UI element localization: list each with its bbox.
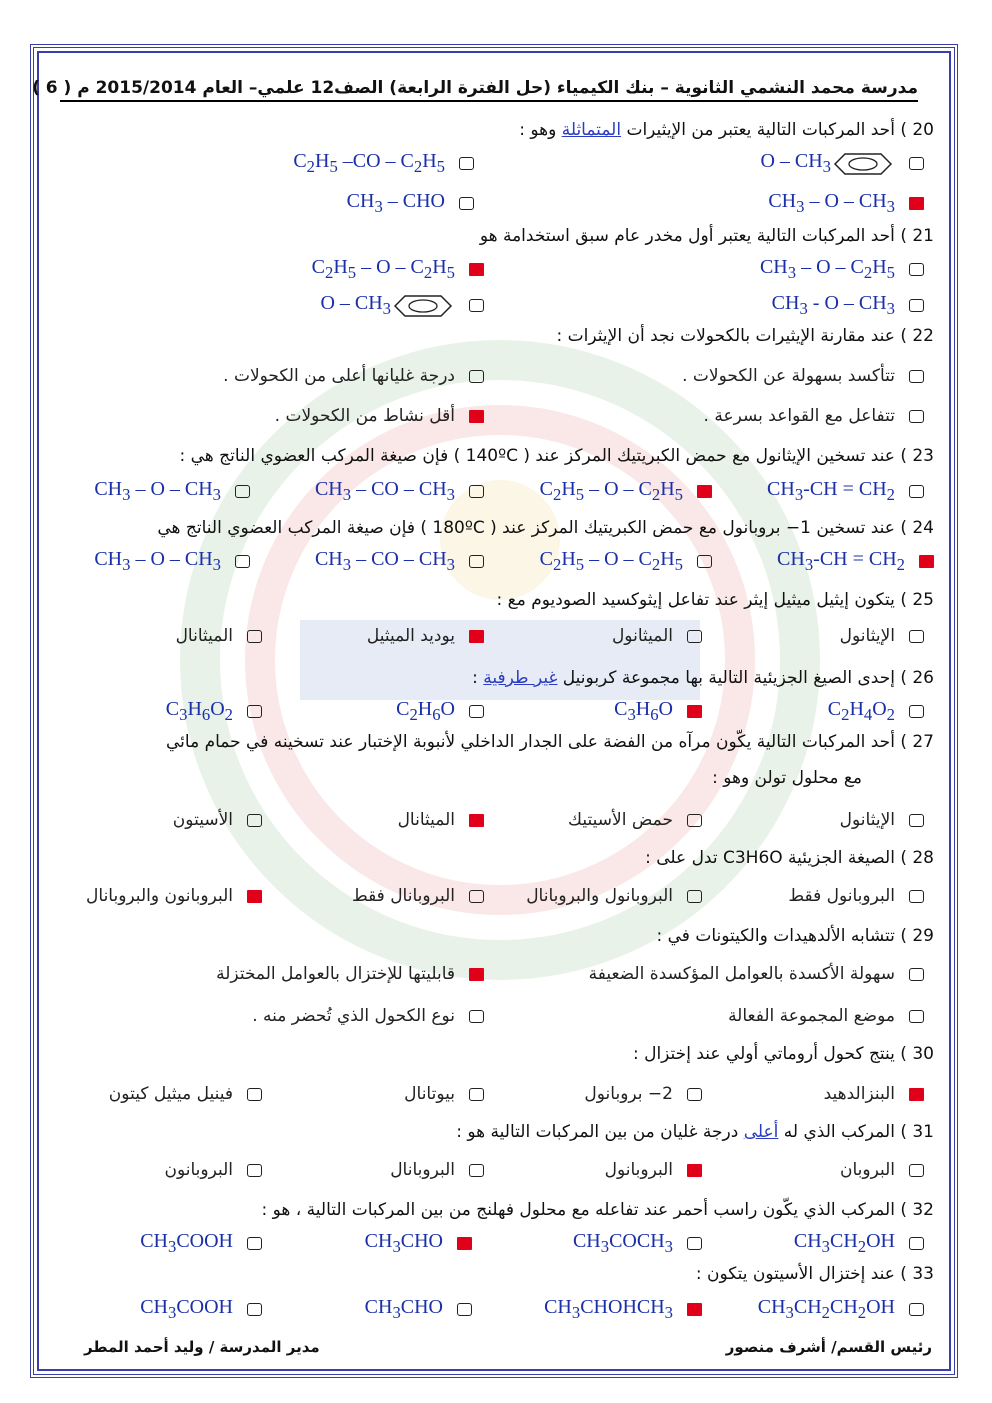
checkbox[interactable] [687, 814, 702, 827]
question-20: 20 ) أحد المركبات التالية يعتبر من الإيثيرات المتماثلة وهو : [519, 120, 934, 140]
checkbox[interactable] [469, 1010, 484, 1023]
option-33-4[interactable]: $CH_3COOH$ [140, 1296, 262, 1323]
option-25-3[interactable]: يوديد الميثيل [367, 626, 484, 646]
checkbox[interactable] [697, 555, 712, 568]
checkbox[interactable] [909, 814, 924, 827]
checkbox[interactable] [909, 1010, 924, 1023]
option-28-4[interactable]: البروبانون والبروبانال [86, 886, 262, 906]
question-28: 28 ) الصيغة الجزيئية C3H6O تدل على : [645, 848, 934, 868]
question-27-line2: مع محلول تولن وهو : [712, 768, 862, 788]
checkbox[interactable] [459, 157, 474, 170]
checkbox-checked[interactable] [909, 197, 924, 210]
option-26-1[interactable]: $C_2H_4O_2$ [828, 698, 924, 725]
option-20-1[interactable]: O – $CH_3$ [760, 150, 924, 177]
option-26-4[interactable]: $C_3H_6O_2$ [166, 698, 262, 725]
checkbox[interactable] [909, 410, 924, 423]
option-30-3[interactable]: بيوتانال [404, 1084, 484, 1104]
option-29-2[interactable]: قابليتها للإختزال بالعوامل المختزلة [216, 964, 484, 984]
option-21-3[interactable]: $CH_3$ - O – $CH_3$ [772, 292, 924, 319]
option-29-3[interactable]: موضع المجموعة الفعالة [728, 1006, 924, 1026]
option-20-2[interactable]: $C_2H_5$ $-CO - C_2H_5$ [293, 150, 474, 177]
option-23-1[interactable]: $CH_3-CH = CH_2$ [767, 478, 924, 505]
checkbox-checked[interactable] [469, 263, 484, 276]
option-33-3[interactable]: $CH_3CHO$ [365, 1296, 472, 1323]
option-31-3[interactable]: البروبانال [390, 1160, 484, 1180]
checkbox[interactable] [469, 555, 484, 568]
option-29-1[interactable]: سهولة الأكسدة بالعوامل المؤكسدة الضعيفة [589, 964, 924, 984]
checkbox[interactable] [247, 1164, 262, 1177]
checkbox[interactable] [909, 1303, 924, 1316]
option-24-1[interactable]: $CH_3-CH = CH_2$ [777, 548, 934, 575]
option-28-2[interactable]: البروبانول والبروبانال [526, 886, 702, 906]
footer-head-of-department: رئيس القسم/ أشرف منصور [725, 1338, 932, 1356]
checkbox[interactable] [247, 814, 262, 827]
option-29-4[interactable]: نوع الكحول الذي تُحضر منه . [252, 1006, 484, 1026]
option-23-3[interactable]: $CH_3$ – CO – $CH_3$ [315, 478, 484, 505]
checkbox-checked[interactable] [909, 1088, 924, 1101]
checkbox[interactable] [909, 485, 924, 498]
checkbox[interactable] [469, 370, 484, 383]
option-30-4[interactable]: فينيل ميثيل كيتون [109, 1084, 262, 1104]
checkbox[interactable] [909, 1164, 924, 1177]
question-25: 25 ) يتكون إيثيل ميثيل إيثر عند تفاعل إيثوكسيد الصوديوم مع : [496, 590, 934, 610]
benzene-ring-icon [831, 152, 895, 176]
option-32-4[interactable]: $CH_3COOH$ [140, 1230, 262, 1257]
option-24-2[interactable]: $C_2H_5$ – O – $C_2H_5$ [540, 548, 712, 575]
option-25-4[interactable]: الميثانال [176, 626, 262, 646]
checkbox-checked[interactable] [697, 485, 712, 498]
checkbox[interactable] [909, 890, 924, 903]
checkbox-checked[interactable] [469, 410, 484, 423]
question-29: 29 ) تتشابه الألدهيدات والكيتونات في : [656, 926, 934, 946]
checkbox[interactable] [469, 299, 484, 312]
option-32-1[interactable]: $CH_3CH_2OH$ [794, 1230, 924, 1257]
checkbox[interactable] [909, 968, 924, 981]
option-33-2[interactable]: $CH_3CHOHCH_3$ [544, 1296, 702, 1323]
checkbox[interactable] [469, 485, 484, 498]
option-32-2[interactable]: $CH_3COCH_3$ [573, 1230, 702, 1257]
question-26: 26 ) إحدى الصيغ الجزيئية التالية بها مجموعة كربونيل غير طرفية : [472, 668, 934, 688]
checkbox[interactable] [235, 555, 250, 568]
checkbox-checked[interactable] [687, 1303, 702, 1316]
option-31-4[interactable]: البروبانون [164, 1160, 262, 1180]
checkbox[interactable] [247, 1237, 262, 1250]
question-33: 33 ) عند إختزال الأسيتون يتكون : [695, 1264, 934, 1284]
checkbox[interactable] [247, 705, 262, 718]
footer-school-principal: مدير المدرسة / وليد أحمد المطر [84, 1338, 320, 1356]
checkbox[interactable] [247, 1303, 262, 1316]
option-31-2[interactable]: البروبانول [605, 1160, 702, 1180]
checkbox[interactable] [687, 630, 702, 643]
checkbox[interactable] [909, 299, 924, 312]
question-22: 22 ) عند مقارنة الإيثيرات بالكحولات نجد أن الإيثرات : [556, 326, 934, 346]
option-27-3[interactable]: الميثانال [398, 810, 484, 830]
question-21: 21 ) أحد المركبات التالية يعتبر أول مخدر عام سبق استخدامة هو [479, 226, 934, 246]
checkbox[interactable] [909, 263, 924, 276]
checkbox-checked[interactable] [457, 1237, 472, 1250]
checkbox-checked[interactable] [469, 630, 484, 643]
checkbox[interactable] [469, 1164, 484, 1177]
option-22-2[interactable]: درجة غليانها أعلى من الكحولات . [223, 366, 484, 386]
checkbox[interactable] [909, 370, 924, 383]
checkbox[interactable] [909, 157, 924, 170]
checkbox-checked[interactable] [687, 1164, 702, 1177]
option-28-3[interactable]: البروبانال فقط [352, 886, 484, 906]
option-24-3[interactable]: $CH_3$ – CO – $CH_3$ [315, 548, 484, 575]
option-25-2[interactable]: الميثانول [612, 626, 702, 646]
option-26-3[interactable]: $C_2H_6O$ [396, 698, 484, 725]
option-26-2[interactable]: $C_3H_6O$ [614, 698, 702, 725]
checkbox-checked[interactable] [469, 968, 484, 981]
option-21-1[interactable]: $CH_3$ – O – $C_2H_5$ [760, 256, 924, 283]
option-21-4[interactable]: O – $CH_3$ [320, 292, 484, 319]
checkbox[interactable] [469, 1088, 484, 1101]
question-32: 32 ) المركب الذي يكّون راسب أحمر عند تفاعله مع محلول فهلنج من بين المركبات التالية ، هو : [261, 1200, 934, 1220]
option-23-4[interactable]: $CH_3$ – O – $CH_3$ [94, 478, 250, 505]
checkbox[interactable] [687, 890, 702, 903]
option-21-2[interactable]: $C_2H_5$ – O – $C_2H_5$ [312, 256, 484, 283]
checkbox[interactable] [687, 1237, 702, 1250]
option-25-1[interactable]: الإيثانول [840, 626, 924, 646]
option-28-1[interactable]: البروبانول فقط [788, 886, 924, 906]
question-31: 31 ) المركب الذي له أعلى درجة غليان من بين المركبات التالية هو : [456, 1122, 934, 1142]
checkbox-checked[interactable] [469, 814, 484, 827]
checkbox[interactable] [247, 630, 262, 643]
question-24: 24 ) عند تسخين 1− بروبانول مع حمض الكبريتيك المركز عند ( 180ºC ) فإن صيغة المركب العضوي الناتج هي [157, 518, 934, 538]
option-22-1[interactable]: تتأكسد بسهولة عن الكحولات . [682, 366, 924, 386]
option-23-2[interactable]: $C_2H_5$ – O – $C_2H_5$ [540, 478, 712, 505]
question-27: 27 ) أحد المركبات التالية يكّون مرآه من الفضة على الجدار الداخلي لأنبوبة الإختبار عند تسخينه في حمام مائي [165, 732, 934, 752]
checkbox[interactable] [457, 1303, 472, 1316]
option-22-3[interactable]: تتفاعل مع القواعد بسرعة . [704, 406, 924, 426]
option-31-1[interactable]: البروبان [840, 1160, 924, 1180]
option-30-1[interactable]: البنزالدهيد [824, 1084, 924, 1104]
option-24-4[interactable]: $CH_3$ – O – $CH_3$ [94, 548, 250, 575]
checkbox-checked[interactable] [247, 890, 262, 903]
option-27-2[interactable]: حمض الأسيتيك [568, 810, 702, 830]
checkbox[interactable] [247, 1088, 262, 1101]
option-32-3[interactable]: $CH_3CHO$ [365, 1230, 472, 1257]
page-title: مدرسة محمد النشمي الثانوية – بنك الكيمياء (حل الفترة الرابعة) الصف12 علمي– العام 2015/2014 م ( 6 ) [60, 78, 918, 102]
option-20-3[interactable]: $CH_3$ – O – $CH_3$ [768, 190, 924, 217]
benzene-ring-icon [391, 294, 455, 318]
option-22-4[interactable]: أقل نشاط من الكحولات . [275, 406, 484, 426]
checkbox[interactable] [909, 1237, 924, 1250]
option-33-1[interactable]: $CH_3CH_2CH_2OH$ [758, 1296, 924, 1323]
checkbox[interactable] [469, 890, 484, 903]
question-23: 23 ) عند تسخين الإيثانول مع حمض الكبريتيك المركز عند ( 140ºC ) فإن صيغة المركب العضوي الناتج هي : [179, 446, 934, 466]
checkbox-checked[interactable] [687, 705, 702, 718]
option-30-2[interactable]: 2− بروبانول [584, 1084, 702, 1104]
checkbox-checked[interactable] [919, 555, 934, 568]
option-27-4[interactable]: الأسيتون [173, 810, 262, 830]
checkbox[interactable] [459, 197, 474, 210]
question-30: 30 ) ينتج كحول أروماتي أولي عند إختزال : [632, 1044, 934, 1064]
checkbox[interactable] [235, 485, 250, 498]
checkbox[interactable] [687, 1088, 702, 1101]
checkbox[interactable] [469, 705, 484, 718]
checkbox[interactable] [909, 705, 924, 718]
option-20-4[interactable]: $CH_3$ – CHO [347, 190, 474, 217]
checkbox[interactable] [909, 630, 924, 643]
option-27-1[interactable]: الإيثانول [840, 810, 924, 830]
